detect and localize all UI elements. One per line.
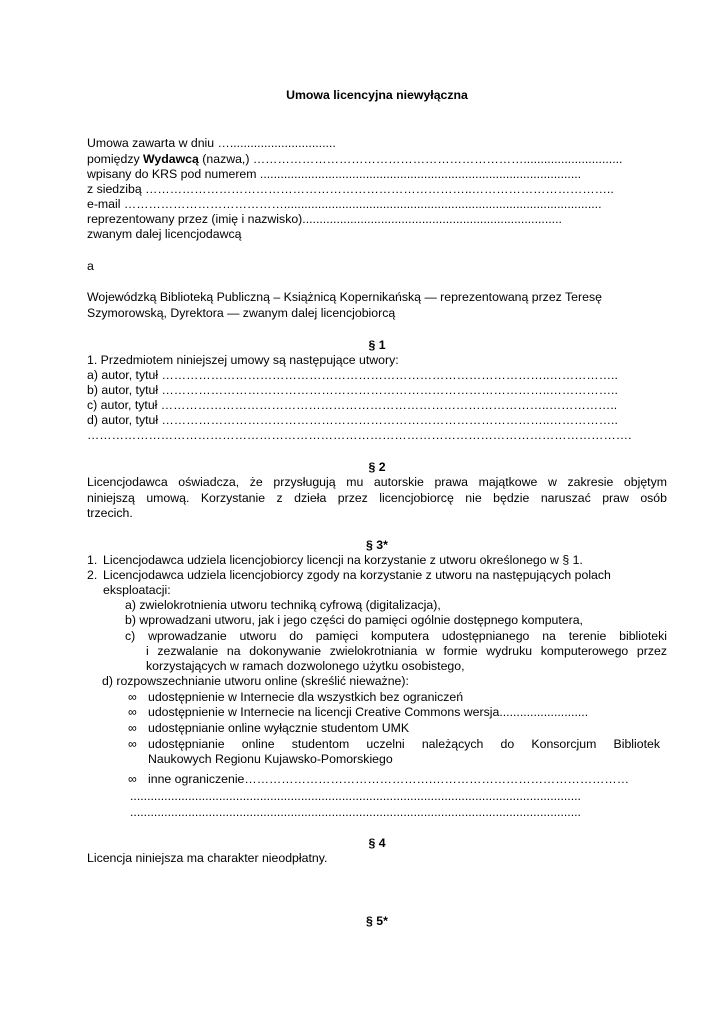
section-3-dots-1: .................................................................................................................................... [130,789,581,803]
header-email-line: e-mail …………………………………............................................................................................. [87,197,602,211]
section-1-item-extra: ……………………………………………………………………………………………………………………. [87,428,632,442]
licensee-line-1: Wojewódzką Biblioteką Publiczną – Książnicą Kopernikańską — reprezentowaną przez Teresę [87,290,602,304]
section-3-option-5 [128,772,668,788]
infinity-bullet-icon: ∞ [128,772,137,786]
section-3-point-1 [87,553,667,569]
section-3-point-1-text: Licencjodawca udziela licencjobiorcy licencji na korzystanie z utworu określonego w § 1. [103,553,583,567]
header-krs-line: wpisany do KRS pod numerem .............................................................................................. [87,167,582,181]
header-representative-line: reprezentowany przez (imię i nazwisko)............................................................................ [87,212,562,226]
section-1-item-a: a) autor, tytuł …………………………………………………………………………………..…………….. [87,368,618,382]
header-address-line: z siedzibą ……………………………………………………………………..…………………………….. [87,182,614,196]
document-title: Umowa licencyjna niewyłączna [286,88,468,102]
section-2-heading: § 2 [368,460,386,474]
section-3-field-c-line-3: korzystających w ramach dozwolonego użytku osobistego, [146,659,465,673]
section-3-field-c-line-1: c) wprowadzanie utworu do pamięci komputera udostępnianego na terenie biblioteki [125,629,667,643]
section-3-point-1-number: 1. [87,553,98,567]
section-1-heading: § 1 [368,338,386,352]
section-2-line-2: niniejszą umową. Korzystanie z dzieła przez licencjobiorcę nie będzie naruszać praw osób [87,491,667,505]
section-3-option-4-cont: Naukowych Regionu Kujawsko-Pomorskiego [148,752,393,766]
section-3-option-4-text: udostępnianie online studentom uczelni należących do Konsorcjum Bibliotek [148,737,660,751]
section-3-point-2-number: 2. [87,568,98,582]
header-publisher-prefix: pomiędzy [87,152,144,166]
section-3-field-c-line-2: i zezwalanie na dokonywanie zwielokrotniania w formie wydruku komputerowego przez [146,644,667,658]
section-3-option-5-text: inne ograniczenie……………………………………….………………………………………… [148,772,630,786]
section-1-item-b: b) autor, tytuł …………………………………………………………………………………..…………….. [87,383,618,397]
section-3-option-3-text: udostępnianie online wyłącznie studentom UMK [148,721,410,735]
section-3-option-2-text: udostępnienie w Internecie na licencji Creative Commons wersja.......................... [148,705,589,719]
header-date-line: Umowa zawarta w dniu …............................... [87,136,336,150]
section-3-field-b: b) wprowadzani utworu, jak i jego części do pamięci ogólnie dostępnego komputera, [125,613,583,627]
infinity-bullet-icon: ∞ [128,737,137,751]
section-3-heading: § 3* [366,538,388,552]
section-3-option-2 [128,705,668,721]
section-4-line-1: Licencja niniejsza ma charakter nieodpłatny. [87,851,328,865]
section-3-point-2-text: Licencjodawca udziela licencjobiorcy zgody na korzystanie z utworu na następujących polach [103,568,611,582]
section-2-line-3: trzecich. [87,506,133,520]
section-3-point-2 [87,568,667,584]
section-1-item-d: d) autor, tytuł …………………………………………………………………………………..…………….. [87,413,618,427]
section-1-intro: 1. Przedmiotem niniejszej umowy są następujące utwory: [87,353,399,367]
header-publisher-bold: Wydawcą [143,152,199,166]
section-3-option-4 [128,737,668,753]
section-4-heading: § 4 [368,836,386,850]
section-3-dots-2: .................................................................................................................................... [130,805,581,819]
section-1-item-c: c) autor, tytuł …………………………………………………………………………………..…………….. [87,398,618,412]
section-2-line-1: Licencjodawca oświadcza, że przysługują mu autorskie prawa majątkowe w zakresie objętym [87,475,667,489]
section-5-heading: § 5* [366,914,388,928]
header-licensor-line: zwanym dalej licencjodawcą [87,227,242,241]
section-3-field-a: a) zwielokrotnienia utworu techniką cyfrową (digitalizacja), [125,598,441,612]
licensee-line-2: Szymorowską, Dyrektora — zwanym dalej licencjobiorcą [87,306,396,320]
section-3-option-3 [128,721,668,737]
section-3-point-2-cont: eksploatacji: [103,583,171,597]
section-3-field-d: d) rozpowszechnianie utworu online (skreślić nieważne): [102,674,409,688]
header-publisher-line [87,152,667,168]
infinity-bullet-icon: ∞ [128,690,137,704]
header-publisher-suffix: (nazwa,) …………………………………………………………............................. [198,152,623,166]
infinity-bullet-icon: ∞ [128,721,137,735]
section-3-option-1-text: udostępnienie w Internecie dla wszystkich bez ograniczeń [148,690,464,704]
infinity-bullet-icon: ∞ [128,705,137,719]
header-and: a [87,259,94,273]
section-3-option-1 [128,690,668,706]
